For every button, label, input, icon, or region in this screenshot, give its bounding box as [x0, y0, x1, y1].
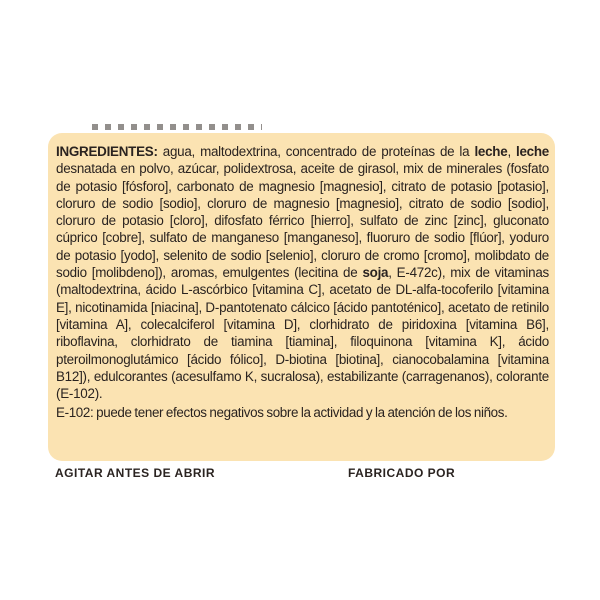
ingredients-text-part: agua, maltodextrina, concentrado de proteínas de la [157, 144, 475, 159]
allergen-milk: leche [474, 144, 508, 159]
colorant-warning: E-102: puede tener efectos negativos sobre la actividad y la atención de los niños. [56, 405, 508, 421]
allergen-soy: soja [362, 265, 389, 281]
ingredients-heading: INGREDIENTES: [56, 144, 158, 159]
cropped-bottom-left-text: AGITAR ANTES DE ABRIR [55, 466, 216, 480]
ingredients-text-part: desnatada en polvo, azúcar, polidextrosa, aceite de girasol, mix de minerales (fosfato de potasio [fósforo], carbonato de magnesio [magnesio], citrato de potasio [potasio], cloruro de sodio [sodio], cloruro de magnesio [magnesio], citrato de sodio [sodio], cloruro de potasio [cloro], difosfato férrico [hierro], sulfato de zinc [zinc], gluconato cúprico [cobre], sulfato de manganeso [manganeso], fluoruro de sodio [flúor], yoduro de potasio [yodo], selenito de sodio [selenio], cloruro de cromo [cromo], molibdato de sodio [molibdeno]), aromas, emulgentes (lecitina de [56, 161, 549, 281]
ingredients-text-part: , E-472c), mix de vitaminas (maltodextrina, ácido L-ascórbico [vitamina C], acetato de DL-alfa-tocoferilo [vitamina E], nicotinamida [niacina], D-pantotenato cálcico [ácido pantoténico], acetato de retinilo [vitamina A], colecalciferol [vitamina D], clorhidrato de piridoxina [vitamina B6], riboflavina, clorhidrato de tiamina [tiamina], filoquinona [vitamina K], ácido pteroilmonoglutámico [ácido fólico], D-biotina [biotina], cianocobalamina [vitamina B12]), edulcorantes (acesulfamo K, sucralosa), estabilizante (carragenanos), colorante (E-102). [56, 265, 550, 402]
ingredients-paragraph [56, 143, 549, 402]
ingredients-panel [48, 133, 555, 461]
cropped-text-fragment-top [92, 124, 262, 130]
cropped-bottom-right-text: FABRICADO POR [348, 466, 456, 480]
ingredients-separator: , [507, 144, 516, 159]
allergen-milk: leche [516, 144, 549, 159]
